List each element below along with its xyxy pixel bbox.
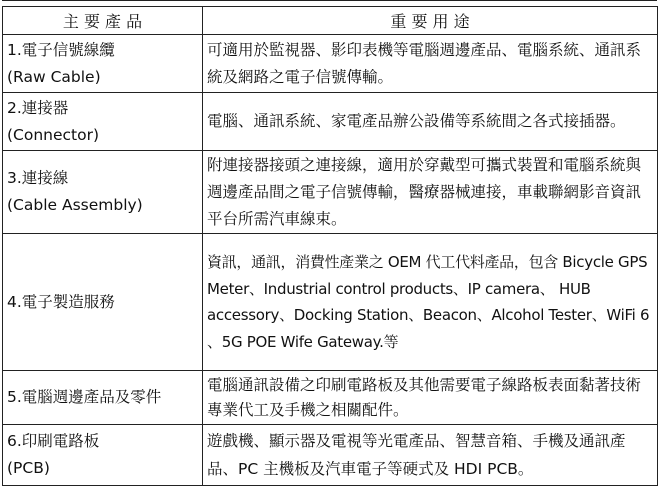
table-row <box>3 234 658 371</box>
header-row <box>3 7 658 35</box>
product-usage: 電腦、通訊系統、家電產品辦公設備等系統間之各式接插器。 <box>203 93 658 151</box>
table-row <box>3 425 658 486</box>
product-name-zh: 5.電腦週邊產品及零件 <box>7 388 162 406</box>
product-name-zh: 4.電子製造服務 <box>7 292 115 311</box>
product-name-cell <box>3 371 203 425</box>
product-usage: 附連接器接頭之連接線，適用於穿戴型可攜式裝置和電腦系統與週邊產品間之電子信號傳輸，醫療器械連接，車載聯網影音資訊平台所需汽車線束。 <box>203 151 658 234</box>
table-row <box>3 35 658 93</box>
products-table <box>2 6 658 486</box>
product-usage: 電腦通訊設備之印刷電路板及其他需要電子線路板表面黏著技術專業代工及手機之相關配件。 <box>203 371 658 425</box>
product-name-cell <box>3 93 203 151</box>
table-row <box>3 371 658 425</box>
product-usage: 遊戲機、顯示器及電視等光電產品、智慧音箱、手機及通訊產品、PC 主機板及汽車電子等硬式及 HDI PCB。 <box>203 425 658 486</box>
top-rule <box>2 0 657 1</box>
product-name-en: (Connector) <box>7 125 100 144</box>
product-name-zh: 3.連接線 <box>7 169 69 187</box>
product-name-en: (Cable Assembly) <box>7 196 143 214</box>
product-name-en: (Raw Cable) <box>7 67 101 86</box>
product-name-en: (PCB) <box>7 459 50 477</box>
header-usage: 重 要 用 途 <box>203 7 658 35</box>
product-name-zh: 1.電子信號線纜 <box>7 40 115 59</box>
product-usage: 資訊，通訊，消費性產業之 OEM 代工代料產品，包含 Bicycle GPS Meter、Industrial control products、IP camera、 HUB accessory、Docking Station、Beacon、Alcohol Tester、WiFi 6 、5G POE Wife Gateway.等 <box>203 234 658 371</box>
header-product: 主 要 產 品 <box>3 7 203 35</box>
table-row <box>3 93 658 151</box>
product-name-zh: 2.連接器 <box>7 98 69 117</box>
table-row <box>3 151 658 234</box>
product-usage: 可適用於監視器、影印表機等電腦週邊產品、電腦系統、通訊系統及網路之電子信號傳輸。 <box>203 35 658 93</box>
product-name-cell <box>3 234 203 371</box>
product-name-cell <box>3 425 203 486</box>
product-name-cell <box>3 151 203 234</box>
product-name-cell <box>3 35 203 93</box>
product-name-zh: 6.印刷電路板 <box>7 432 100 450</box>
